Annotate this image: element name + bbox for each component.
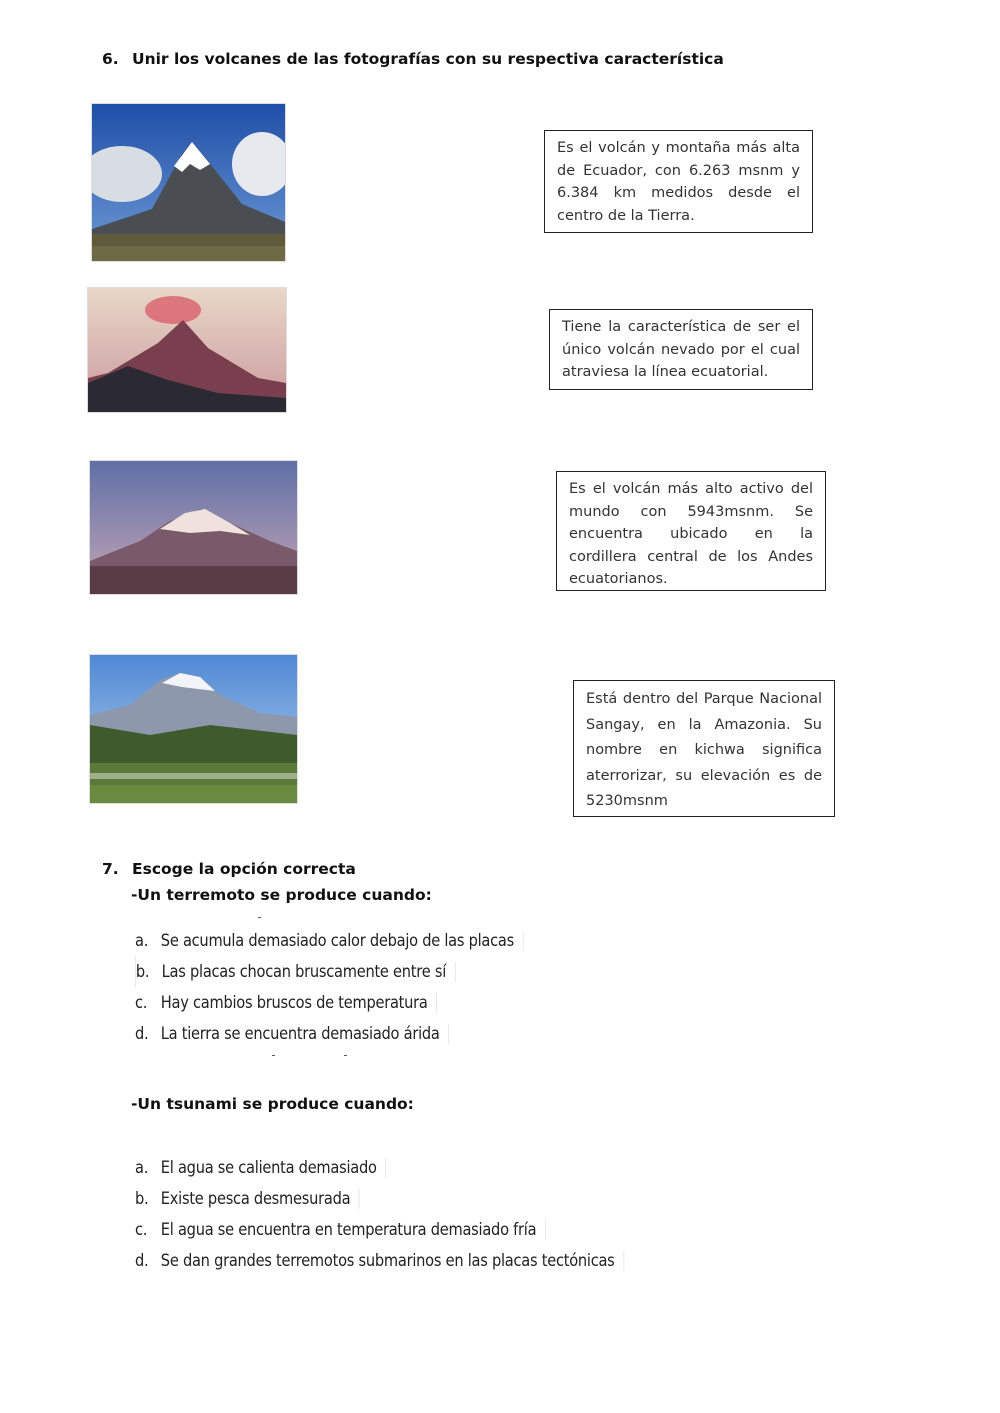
- earthquake-option-d[interactable]: [135, 1018, 523, 1049]
- earthquake-option-c[interactable]: [135, 987, 523, 1018]
- option-letter: a.: [135, 1157, 149, 1178]
- volcano-photo-2[interactable]: [87, 287, 287, 413]
- option-text: Las placas chocan bruscamente entre sí: [162, 962, 456, 982]
- option-text: Se dan grandes terremotos submarinos en las placas tectónicas: [161, 1251, 624, 1271]
- question-earthquake-prompt: -Un terremoto se produce cuando:: [131, 886, 432, 904]
- earthquake-options: [135, 925, 587, 1049]
- option-letter: c.: [135, 992, 148, 1013]
- option-letter: d.: [135, 1250, 149, 1271]
- option-letter: b.: [135, 961, 150, 982]
- section-6-title: Unir los volcanes de las fotografías con su respectiva característica: [132, 50, 724, 68]
- scan-artifact: [344, 1055, 347, 1056]
- section-6-heading: [102, 50, 724, 68]
- volcano-photo-3[interactable]: [89, 460, 298, 595]
- scan-artifact: [258, 917, 261, 918]
- description-box-2[interactable]: Tiene la característica de ser el único volcán nevado por el cual atraviesa la línea ecuatorial.: [549, 309, 813, 390]
- volcano-photo-1[interactable]: [91, 103, 286, 262]
- question-tsunami-prompt: -Un tsunami se produce cuando:: [131, 1095, 414, 1113]
- sunset-erupting-volcano-image: [88, 288, 286, 412]
- tsunami-option-a[interactable]: [135, 1152, 624, 1183]
- section-7-heading: [102, 860, 356, 878]
- option-text: El agua se calienta demasiado: [161, 1158, 386, 1178]
- snowcapped-dusk-volcano-image: [90, 461, 297, 594]
- description-box-4[interactable]: Está dentro del Parque Nacional Sangay, en la Amazonia. Su nombre en kichwa significa aterrorizar, su elevación es de 5230msnm: [573, 680, 835, 817]
- earthquake-option-b[interactable]: [135, 956, 523, 987]
- tsunami-option-d[interactable]: [135, 1245, 624, 1276]
- tsunami-option-b[interactable]: [135, 1183, 624, 1214]
- option-letter: c.: [135, 1219, 148, 1240]
- option-text: Hay cambios bruscos de temperatura: [161, 993, 437, 1013]
- option-text: El agua se encuentra en temperatura demasiado fría: [161, 1220, 546, 1240]
- volcano-photo-4[interactable]: [89, 654, 298, 804]
- option-letter: b.: [135, 1188, 149, 1209]
- section-7-number: 7.: [102, 860, 119, 878]
- valley-snowy-volcano-image: [90, 655, 297, 803]
- option-letter: a.: [135, 930, 149, 951]
- section-7-title: Escoge la opción correcta: [132, 860, 356, 878]
- tsunami-option-c[interactable]: [135, 1214, 624, 1245]
- description-box-1[interactable]: Es el volcán y montaña más alta de Ecuador, con 6.263 msnm y 6.384 km medidos desde el centro de la Tierra.: [544, 130, 813, 233]
- snowy-cone-volcano-image: [92, 104, 285, 261]
- earthquake-option-a[interactable]: [135, 925, 523, 956]
- scan-artifact: [272, 1055, 275, 1056]
- option-text: La tierra se encuentra demasiado árida: [161, 1024, 449, 1044]
- option-text: Se acumula demasiado calor debajo de las placas: [161, 931, 524, 951]
- option-text: Existe pesca desmesurada: [161, 1189, 360, 1209]
- option-letter: d.: [135, 1023, 149, 1044]
- section-6-number: 6.: [102, 50, 119, 68]
- tsunami-options: [135, 1152, 704, 1276]
- description-box-3[interactable]: Es el volcán más alto activo del mundo con 5943msnm. Se encuentra ubicado en la cordillera central de los Andes ecuatorianos.: [556, 471, 826, 591]
